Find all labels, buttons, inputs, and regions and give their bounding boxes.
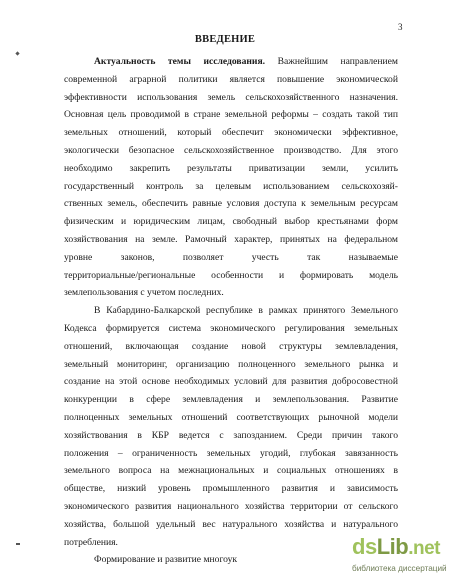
text-line: хозяйствования в КБР ведется с запозданием. Среди причин такого	[64, 429, 398, 441]
text-line: Кодекса формируется система экономического регулирования земельных	[64, 322, 398, 334]
text-line: территориальные/региональные особенности и формировать модель	[64, 269, 398, 281]
text-line	[64, 53, 398, 71]
text-line: эффективности использования земель сельскохозяйственного назначения.	[64, 91, 398, 103]
text-line: земельного вопроса на межнациональных и социальных отношениях в	[64, 465, 398, 477]
margin-mark	[16, 543, 20, 545]
text-line: экологически безопасное сельскохозяйственное производство. Для этого	[64, 144, 398, 156]
text-line: Основная цель проводимой в стране земельной реформы – создать такой тип	[64, 109, 398, 121]
text-line: В Кабардино-Балкарской республике в рамках принятого Земельного	[94, 305, 398, 317]
text-line: хозяйствования на земле. Рамочный характер, принятых на федеральном	[64, 233, 398, 245]
body-text	[64, 53, 398, 569]
text-line: государственный контроль за целевым использованием сельскохозяй-	[64, 180, 398, 192]
text-line: создание на этой основе необходимых условий для развития добросовестной	[64, 376, 398, 388]
text-line: полноценных земельных отношений соответствующих рыночной модели	[64, 411, 398, 423]
text-line: физическим и юридическим лицам, свободный выбор крестьянами форм	[64, 216, 398, 228]
margin-mark	[15, 51, 19, 55]
section-heading: ВВЕДЕНИЕ	[194, 34, 256, 45]
text-line: положения – ограниченность земельных угодий, глубокая завязанность	[64, 447, 398, 459]
text-line: отношений, включающая создание новой структуры землевладения,	[64, 340, 398, 352]
text-line: обществе, низкий уровень промышленного развития и зависимость	[64, 483, 398, 495]
text-line: экономического развития национального хозяйства территории от сельского	[64, 500, 398, 512]
text-line: уровне законов, позволяет учесть так называемые	[64, 251, 398, 263]
text-line: земельный мониторинг, организацию полноценного земельного рынка и	[64, 358, 398, 370]
text-line: необходимо закрепить результаты приватизации земли, усилить	[64, 162, 398, 174]
intro-rest: Важнейшим направлением	[277, 56, 398, 67]
text-line: современной аграрной политики является повышение экономической	[64, 73, 398, 85]
text-line: конкуренции в сфере землевладения и землепользования. Развитие	[64, 394, 398, 406]
text-line: потребления.	[64, 536, 118, 548]
text-line: землепользования с учетом последних.	[64, 287, 224, 299]
page-number: 3	[398, 22, 403, 32]
watermark-logo: dsLib.net	[352, 534, 440, 559]
intro-bold: Актуальность темы исследования.	[94, 56, 266, 67]
watermark	[346, 533, 450, 582]
watermark-caption: библиотека диссертаций	[352, 564, 447, 573]
text-line: земельных отношений, который обеспечит экономически эффективное,	[64, 127, 398, 139]
text-line: хозяйства, большой удельный вес натурального хозяйства и натурального	[64, 518, 398, 530]
text-line: ственных земель, обеспечить равные условия доступа к земельным ресурсам	[64, 198, 398, 210]
text-line: Формирование и развитие многоук	[94, 554, 238, 566]
